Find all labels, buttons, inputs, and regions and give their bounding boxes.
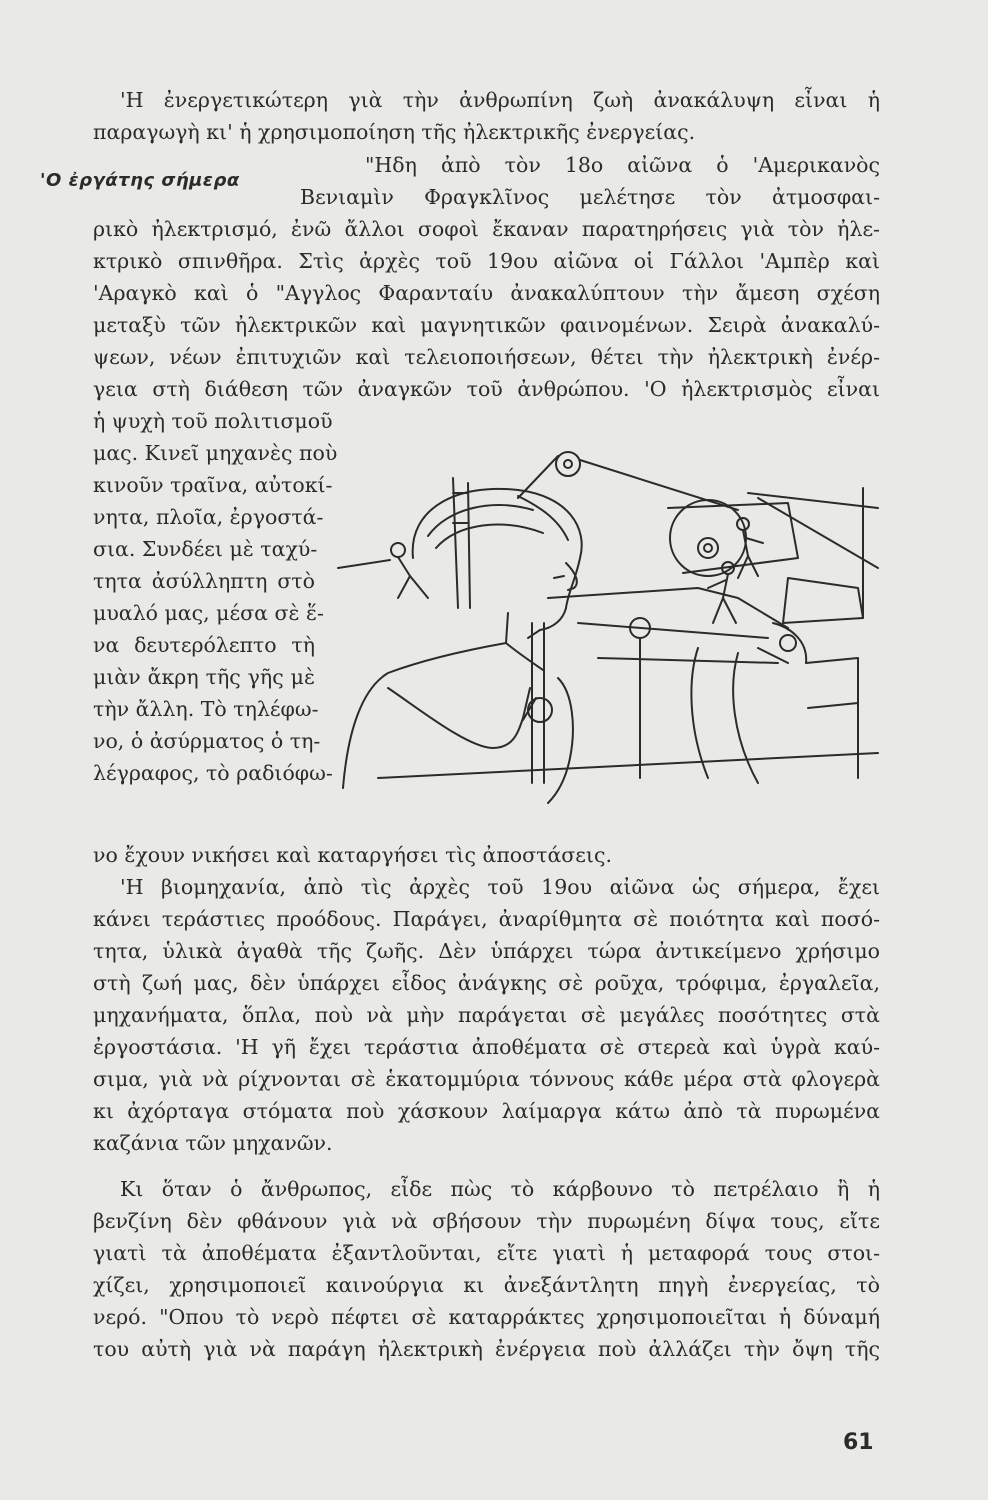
text-line: ἡ ψυχὴ τοῦ πολιτισμοῦ	[93, 409, 333, 433]
page-number: 61	[843, 1430, 874, 1455]
text-line: στὴ ζωή μας, δὲν ὑπάρχει εἶδος ἀνάγκης σὲ ροῦχα, τρόφιμα, ἐργαλεῖα,	[93, 971, 880, 995]
text-line: 'Αραγκὸ καὶ ὁ "Αγγλος Φαρανταίυ ἀνακαλύπτουν τὴν ἄμεση σχέση	[93, 281, 880, 305]
text-line: του αὐτὴ γιὰ νὰ παράγη ἠλεκτρικὴ ἐνέργεια ποὺ ἀλλάζει τὴν ὄψη τῆς	[93, 1337, 880, 1361]
text-line: μας. Κινεῖ μηχανὲς ποὺ	[93, 441, 338, 465]
text-line: μιὰν ἄκρη τῆς γῆς μὲ	[93, 665, 315, 689]
text-line: Βενιαμὶν Φραγκλῖνος μελέτησε τὸν ἀτμοσφαι-	[300, 185, 880, 209]
text-line: 'Η βιομηχανία, ἀπὸ τὶς ἀρχὲς τοῦ 19ου αἰῶνα ὡς σήμερα, ἔχει	[120, 875, 880, 899]
text-line: καζάνια τῶν μηχανῶν.	[93, 1131, 333, 1155]
text-line: νο ἔχουν νικήσει καὶ καταργήσει τὶς ἀποστάσεις.	[93, 843, 612, 867]
text-line: ἐργοστάσια. 'Η γῆ ἔχει τεράστια ἀποθέματα σὲ στερεὰ καὶ ὑγρὰ καύ-	[93, 1035, 880, 1059]
text-line: τὴν ἄλλη. Τὸ τηλέφω-	[93, 697, 319, 721]
text-line: νητα, πλοῖα, ἐργοστά-	[93, 505, 324, 529]
text-line: τητα, ὑλικὰ ἀγαθὰ τῆς ζωῆς. Δὲν ὑπάρχει τώρα ἀντικείμενο χρήσιμο	[93, 939, 880, 963]
text-line: "Ηδη ἀπὸ τὸν 18ο αἰῶνα ὁ 'Αμερικανὸς	[365, 153, 880, 177]
text-line: τητα ἀσύλληπτη στὸ	[93, 569, 315, 593]
text-line: βενζίνη δὲν φθάνουν γιὰ νὰ σβήσουν τὴν πυρωμένη δίψα τους, εἴτε	[93, 1209, 880, 1233]
text-line: σιμα, γιὰ νὰ ρίχνονται σὲ ἑκατομμύρια τόννους κάθε μέρα στὰ φλογερὰ	[93, 1067, 880, 1091]
text-line: κτρικὸ σπινθῆρα. Στὶς ἀρχὲς τοῦ 19ου αἰῶνα οἱ Γάλλοι 'Αμπὲρ καὶ	[93, 249, 880, 273]
text-line: παραγωγὴ κι' ἡ χρησιμοποίηση τῆς ἠλεκτρικῆς ἐνεργείας.	[93, 120, 696, 144]
text-line: λέγραφος, τὸ ραδιόφω-	[93, 761, 333, 785]
text-line: μεταξὺ τῶν ἠλεκτρικῶν καὶ μαγνητικῶν φαινομένων. Σειρὰ ἀνακαλύ-	[93, 313, 880, 337]
text-line: μυαλό μας, μέσα σὲ ἕ-	[93, 601, 324, 625]
text-line: γιατὶ τὰ ἀποθέματα ἐξαντλοῦνται, εἴτε γιατὶ ἡ μεταφορά τους στοι-	[93, 1241, 880, 1265]
text-line: κι ἀχόρταγα στόματα ποὺ χάσκουν λαίμαργα κάτω ἀπὸ τὰ πυρωμένα	[93, 1099, 880, 1123]
factory-workers-illustration-icon	[318, 448, 883, 808]
text-line: 'Η ἐνεργετικώτερη γιὰ τὴν ἀνθρωπίνη ζωὴ ἀνακάλυψη εἶναι ἡ	[120, 88, 880, 112]
text-line: σια. Συνδέει μὲ ταχύ-	[93, 537, 318, 561]
text-line: κάνει τεράστιες προόδους. Παράγει, ἀναρίθμητα σὲ ποιότητα καὶ ποσό-	[93, 907, 880, 931]
text-line: γεια στὴ διάθεση τῶν ἀναγκῶν τοῦ ἀνθρώπου. 'Ο ἠλεκτρισμὸς εἶναι	[93, 377, 880, 401]
text-line: κινοῦν τραῖνα, αὐτοκί-	[93, 473, 333, 497]
text-line: χίζει, χρησιμοποιεῖ καινούργια κι ἀνεξάντλητη πηγὴ ἐνεργείας, τὸ	[93, 1273, 880, 1297]
text-line: Κι ὅταν ὁ ἄνθρωπος, εἶδε πὼς τὸ κάρβουνο τὸ πετρέλαιο ἢ ἡ	[120, 1177, 880, 1201]
text-line: μηχανήματα, ὅπλα, ποὺ νὰ μὴν παράγεται σὲ μεγάλες ποσότητες στὰ	[93, 1003, 880, 1027]
text-line: να δευτερόλεπτο τὴ	[93, 633, 315, 657]
text-line: ρικὸ ἠλεκτρισμό, ἐνῶ ἄλλοι σοφοὶ ἔκαναν παρατηρήσεις γιὰ τὸν ἠλε-	[93, 217, 880, 241]
text-line: νερό. "Οπου τὸ νερὸ πέφτει σὲ καταρράκτες χρησιμοποιεῖται ἡ δύναμή	[93, 1305, 880, 1329]
text-line: νο, ὁ ἀσύρματος ὁ τη-	[93, 729, 321, 753]
text-line: ψεων, νέων ἐπιτυχιῶν καὶ τελειοποιήσεων, θέτει τὴν ἠλεκτρικὴ ἐνέρ-	[93, 345, 880, 369]
sidenote-heading: 'Ο ἐργάτης σήμερα	[40, 170, 240, 191]
